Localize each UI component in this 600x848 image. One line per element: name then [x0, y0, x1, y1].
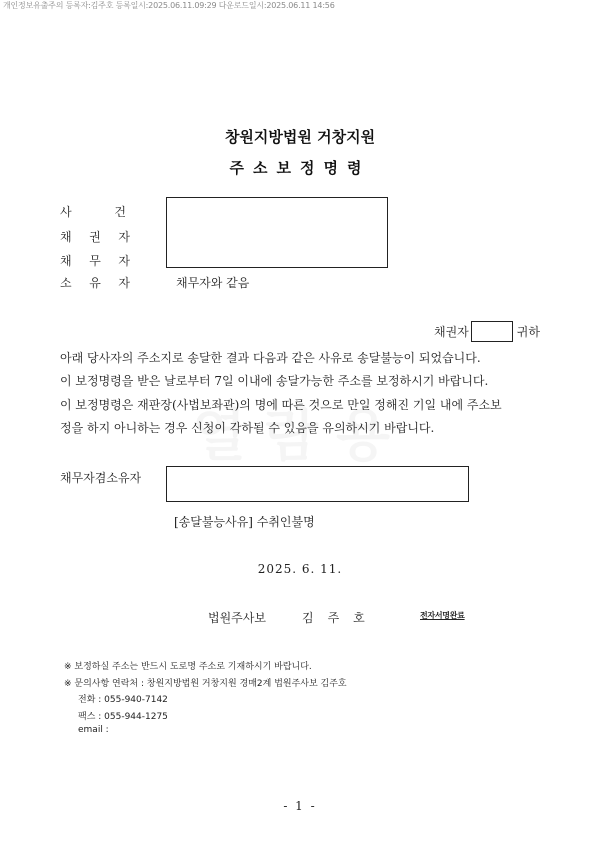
case-label-char: 사: [60, 205, 72, 219]
body-line: 정을 하지 아니하는 경우 신청이 각하될 수 있음을 유의하시기 바랍니다.: [60, 421, 435, 435]
document-title: 주소보정명령: [229, 159, 371, 177]
debtor-label-char: 무: [89, 254, 101, 268]
contact-fax: 팩스 : 055-944-1275: [78, 712, 168, 722]
creditor-label-char: 권: [89, 230, 101, 244]
owner-label: [60, 274, 130, 291]
note-contact: ※ 문의사항 연락처 : 창원지방법원 거창지원 경매2계 법원주사보 김주호: [64, 679, 347, 689]
creditor-label: [60, 228, 130, 245]
owner-label-char: 자: [118, 276, 130, 290]
case-label-char: 건: [114, 205, 126, 219]
debtor-label: [60, 252, 130, 269]
owner-label-char: 유: [89, 276, 101, 290]
addressee-label: 채권자: [434, 325, 469, 339]
note-road-address: ※ 보정하실 주소는 반드시 도로명 주소로 기재하시기 바랍니다.: [64, 662, 312, 672]
addressee-suffix: 귀하: [516, 325, 540, 339]
debtor-label-char: 자: [118, 254, 130, 268]
page-number: - 1 -: [283, 799, 317, 813]
officer-name: 김주호: [302, 611, 379, 625]
party-info-redacted-box: [166, 197, 388, 268]
download-meta-header: 개인정보유출주의 등록자:김주호 등록일시:2025.06.11.09:29 다운로드일시:2025.06.11 14:56: [3, 1, 335, 10]
court-name: 창원지방법원 거창지원: [224, 128, 376, 146]
owner-value: 채무자와 같음: [176, 276, 250, 290]
case-label: [60, 203, 126, 220]
body-line: 이 보정명령은 재판장(사법보좌관)의 명에 따른 것으로 만일 정해진 기일 내에 주소보: [60, 398, 502, 412]
non-delivery-reason: [송달불능사유] 수취인불명: [174, 515, 315, 529]
contact-email: email :: [78, 725, 109, 735]
owner-label-char: 소: [60, 276, 72, 290]
body-line: 이 보정명령을 받은 날로부터 7일 이내에 송달가능한 주소를 보정하시기 바랍니다.: [60, 374, 489, 388]
creditor-label-char: 채: [60, 230, 72, 244]
electronic-signature: 전자서명완료: [420, 611, 465, 620]
officer-title: 법원주사보: [208, 611, 266, 625]
addressee-line: [434, 321, 540, 342]
addressee-name-redacted-box: [471, 321, 513, 342]
body-line: 아래 당사자의 주소지로 송달한 결과 다음과 같은 사유로 송달불능이 되었습니다.: [60, 351, 481, 365]
debtor-owner-label: 채무자겸소유자: [60, 471, 142, 485]
debtor-label-char: 채: [60, 254, 72, 268]
creditor-label-char: 자: [118, 230, 130, 244]
contact-phone: 전화 : 055-940-7142: [78, 695, 168, 705]
debtor-owner-redacted-box: [166, 466, 469, 502]
issue-date: 2025. 6. 11.: [257, 562, 343, 576]
